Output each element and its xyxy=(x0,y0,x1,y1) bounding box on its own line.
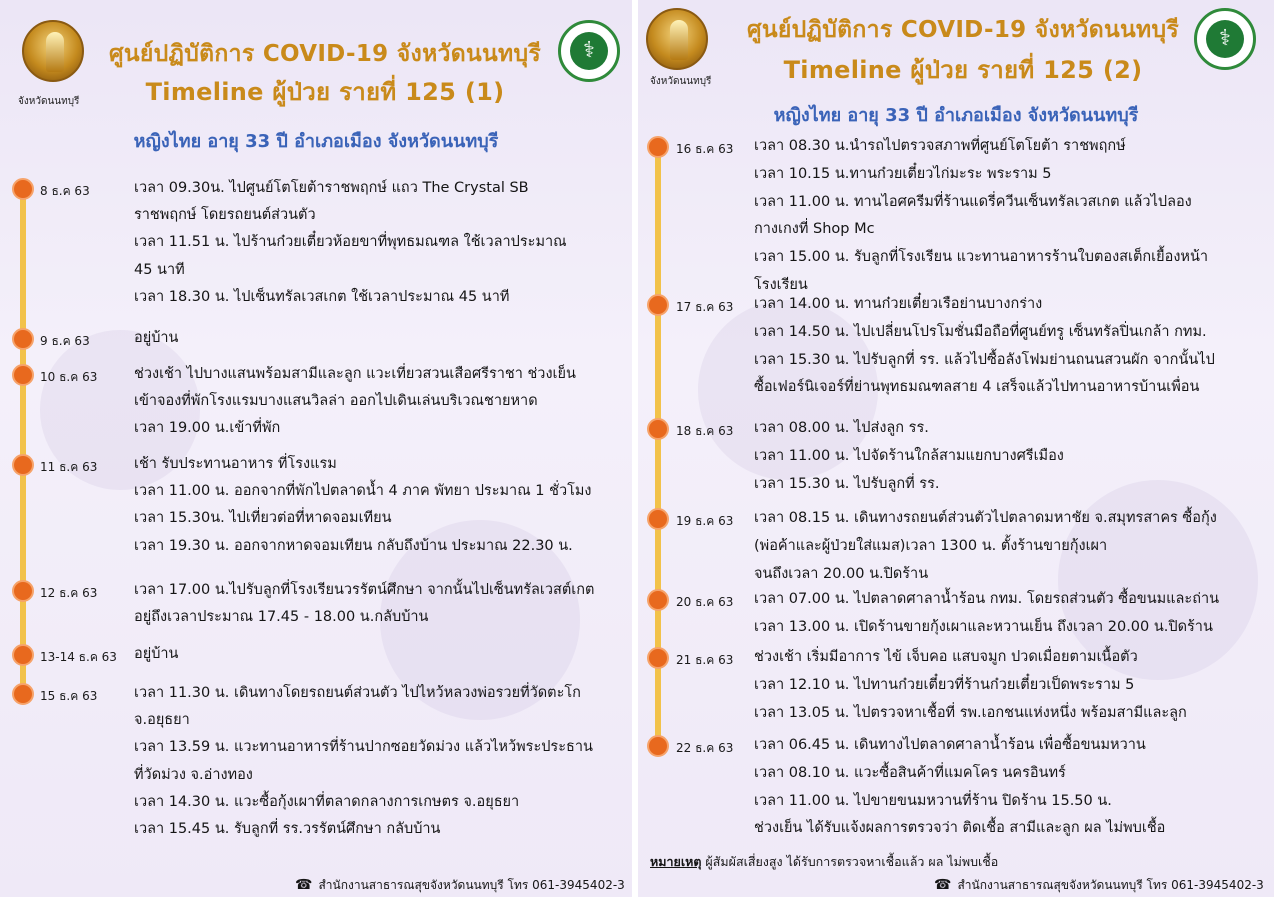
timeline-event-line: เวลา 15.30 น. ไปรับลูกที่ รร. แล้วไปซื้อลังโฟมย่านถนนสวนผัก จากนั้นไป xyxy=(754,351,1215,368)
timeline-dot xyxy=(647,735,669,757)
timeline-event-line: เวลา 14.50 น. ไปเปลี่ยนโปรโมชั่นมือถือที่ศูนย์ทรู เซ็นทรัลปิ่นเกล้า กทม. xyxy=(754,323,1207,340)
timeline-dot xyxy=(647,589,669,611)
phone-icon: ☎ xyxy=(295,877,313,893)
timeline-event-line: เวลา 13.59 น. แวะทานอาหารที่ร้านปากซอยวัดม่วง แล้วไหว้พระประธาน xyxy=(134,739,593,756)
remark-text: ผู้สัมผัสเสี่ยงสูง ได้รับการตรวจหาเชื้อแล้ว ผล ไม่พบเชื้อ xyxy=(701,854,999,869)
remark-note xyxy=(650,852,998,872)
timeline-dot xyxy=(12,364,34,386)
timeline-date: 12 ธ.ค 63 xyxy=(40,586,98,600)
timeline-date: 19 ธ.ค 63 xyxy=(676,514,734,528)
timeline-event-line: กางเกงที่ Shop Mc xyxy=(754,221,875,238)
footer-contact xyxy=(295,876,625,895)
ministry-of-public-health-logo-icon: ⚕ xyxy=(1194,8,1256,70)
timeline-event-line: เวลา 14.30 น. แวะซื้อกุ้งเผาที่ตลาดกลางการเกษตร จ.อยุธยา xyxy=(134,793,520,810)
timeline-event-line: เวลา 11.30 น. เดินทางโดยรถยนต์ส่วนตัว ไปไหว้หลวงพ่อรวยที่วัดตะโก xyxy=(134,685,581,701)
timeline-event-line: เวลา 19.30 น. ออกจากหาดจอมเทียน กลับถึงบ้าน ประมาณ 22.30 น. xyxy=(134,537,573,554)
timeline-date: 18 ธ.ค 63 xyxy=(676,424,734,438)
timeline-dot xyxy=(12,580,34,602)
timeline-date: 10 ธ.ค 63 xyxy=(40,370,98,384)
timeline-event-line: โรงเรียน xyxy=(754,277,808,293)
timeline-event-line: เวลา 06.45 น. เดินทางไปตลาดศาลาน้ำร้อน เพื่อซื้อขนมหวาน xyxy=(754,737,1146,753)
timeline-date: 16 ธ.ค 63 xyxy=(676,142,734,156)
timeline-event-line: เวลา 14.00 น. ทานก๋วยเตี๋ยวเรือย่านบางกร่าง xyxy=(754,296,1043,312)
timeline-event-line: เวลา 08.30 น.นำรถไปตรวจสภาพที่ศูนย์โตโยต้า ราชพฤกษ์ xyxy=(754,138,1126,154)
timeline-date: 8 ธ.ค 63 xyxy=(40,184,90,198)
ministry-of-public-health-logo-icon: ⚕ xyxy=(558,20,620,82)
timeline-event-line: (พ่อค้าและผู้ป่วยใส่แมส)เวลา 1300 น. ตั้งร้านขายกุ้งเผา xyxy=(754,537,1108,554)
timeline-event-line: เวลา 11.00 น. ไปขายขนมหวานที่ร้าน ปิดร้าน 15.50 น. xyxy=(754,792,1112,809)
timeline-dot xyxy=(12,454,34,476)
timeline-event-line: อยู่บ้าน xyxy=(134,330,179,346)
timeline-event-line: เวลา 15.30น. ไปเที่ยวต่อที่หาดจอมเทียน xyxy=(134,510,392,527)
timeline-event-line: จนถึงเวลา 20.00 น.ปิดร้าน xyxy=(754,565,929,582)
timeline-event-line: เวลา 15.00 น. รับลูกที่โรงเรียน แวะทานอาหารร้านใบตองสเต็กเยื้องหน้า xyxy=(754,249,1209,266)
timeline-event-line: ที่วัดม่วง จ.อ่างทอง xyxy=(134,766,253,783)
timeline-dot xyxy=(647,294,669,316)
phone-icon: ☎ xyxy=(934,877,952,893)
timeline-dot xyxy=(647,508,669,530)
timeline-bar xyxy=(20,183,26,693)
timeline-event-line: เวลา 18.30 น. ไปเซ็นทรัลเวสเกต ใช้เวลาประมาณ 45 นาที xyxy=(134,288,510,305)
province-label: จังหวัดนนทบุรี xyxy=(18,96,80,107)
page-title: ศูนย์ปฏิบัติการ COVID-19 จังหวัดนนทบุรี xyxy=(746,17,1180,43)
timeline-event-line: เวลา 13.00 น. เปิดร้านขายกุ้งเผาและหวานเย็น ถึงเวลา 20.00 น.ปิดร้าน xyxy=(754,618,1213,635)
timeline-date: 21 ธ.ค 63 xyxy=(676,653,734,667)
timeline-date: 15 ธ.ค 63 xyxy=(40,689,98,703)
timeline-event-line: 45 นาที xyxy=(134,261,185,278)
timeline-event-line: ราชพฤกษ์ โดยรถยนต์ส่วนตัว xyxy=(134,207,316,224)
timeline-event-line: เวลา 07.00 น. ไปตลาดศาลาน้ำร้อน กทม. โดยรถส่วนตัว ซื้อขนมและถ่าน xyxy=(754,591,1220,607)
timeline-event-line: เวลา 08.00 น. ไปส่งลูก รร. xyxy=(754,420,929,436)
timeline-event-line: เข้าจองที่พักโรงแรมบางแสนวิลล่า ออกไปเดินเล่นบริเวณชายหาด xyxy=(134,393,538,410)
timeline-dot xyxy=(647,647,669,669)
timeline-event-line: ซื้อเฟอร์นิเจอร์ที่ย่านพุทธมณฑลสาย 4 เสร็จแล้วไปทานอาหารบ้านเพื่อน xyxy=(754,379,1200,396)
timeline-event-line: จ.อยุธยา xyxy=(134,712,190,729)
timeline-event-line: เวลา 13.05 น. ไปตรวจหาเชื้อที่ รพ.เอกชนแห่งหนึ่ง พร้อมสามีและลูก xyxy=(754,704,1187,721)
timeline-date: 9 ธ.ค 63 xyxy=(40,334,90,348)
timeline-dot xyxy=(12,644,34,666)
footer-text: สำนักงานสาธารณสุขจังหวัดนนทบุรี โทร 061-3945402-3 xyxy=(318,878,625,892)
timeline-date: 20 ธ.ค 63 xyxy=(676,595,734,609)
timeline-event-line: เวลา 10.15 น.ทานก๋วยเตี๋ยวไก่มะระ พระราม 5 xyxy=(754,165,1052,182)
province-emblem-icon xyxy=(22,20,84,82)
timeline-dot xyxy=(12,328,34,350)
timeline-date: 17 ธ.ค 63 xyxy=(676,300,734,314)
timeline-dot xyxy=(647,418,669,440)
timeline-event-line: เวลา 15.30 น. ไปรับลูกที่ รร. xyxy=(754,475,940,492)
remark-label: หมายเหตุ xyxy=(650,854,702,869)
timeline-event-line: เวลา 11.51 น. ไปร้านก๋วยเตี๋ยวห้อยขาที่พุทธมณฑล ใช้เวลาประมาณ xyxy=(134,234,567,251)
timeline-event-line: เวลา 09.30น. ไปศูนย์โตโยต้าราชพฤกษ์ แถว The Crystal SB xyxy=(134,180,529,196)
page-title: ศูนย์ปฏิบัติการ COVID-19 จังหวัดนนทบุรี xyxy=(108,41,542,67)
timeline-dot xyxy=(12,683,34,705)
timeline-event-line: เวลา 12.10 น. ไปทานก๋วยเตี๋ยวที่ร้านก๋วยเตี๋ยวเป็ดพระราม 5 xyxy=(754,676,1135,693)
timeline-date: 13-14 ธ.ค 63 xyxy=(40,650,117,664)
timeline-panel-part-1 xyxy=(0,0,632,897)
footer-contact xyxy=(934,876,1264,895)
timeline-event-line: ช่วงเช้า ไปบางแสนพร้อมสามีและลูก แวะเที่ยวสวนเสือศรีราชา ช่วงเย็น xyxy=(134,366,576,382)
timeline-event-line: เวลา 11.00 น. ออกจากที่พักไปตลาดน้ำ 4 ภาค พัทยา ประมาณ 1 ชั่วโมง xyxy=(134,483,592,500)
patient-subtitle: หญิงไทย อายุ 33 ปี อำเภอเมือง จังหวัดนนทบุรี xyxy=(773,105,1139,126)
timeline-dot xyxy=(12,178,34,200)
patient-subtitle: หญิงไทย อายุ 33 ปี อำเภอเมือง จังหวัดนนทบุรี xyxy=(133,131,499,152)
timeline-event-line: อยู่ถึงเวลาประมาณ 17.45 - 18.00 น.กลับบ้าน xyxy=(134,609,429,626)
timeline-event-line: เวลา 11.00 น. ไปจัดร้านใกล้สามแยกบางศรีเมือง xyxy=(754,447,1064,464)
timeline-event-line: เวลา 08.15 น. เดินทางรถยนต์ส่วนตัวไปตลาดมหาชัย จ.สมุทรสาคร ซื้อกุ้ง xyxy=(754,510,1217,526)
timeline-panel-part-2 xyxy=(638,0,1274,897)
page-title-timeline: Timeline ผู้ป่วย รายที่ 125 (2) xyxy=(783,56,1143,84)
timeline-event-line: อยู่บ้าน xyxy=(134,646,179,662)
timeline-date: 22 ธ.ค 63 xyxy=(676,741,734,755)
province-label: จังหวัดนนทบุรี xyxy=(650,76,712,87)
page-title-timeline: Timeline ผู้ป่วย รายที่ 125 (1) xyxy=(145,78,505,106)
footer-text: สำนักงานสาธารณสุขจังหวัดนนทบุรี โทร 061-3945402-3 xyxy=(957,878,1264,892)
province-emblem-icon xyxy=(646,8,708,70)
timeline-date: 11 ธ.ค 63 xyxy=(40,460,98,474)
timeline-event-line: เวลา 19.00 น.เข้าที่พัก xyxy=(134,420,281,437)
timeline-event-line: ช่วงเย็น ได้รับแจ้งผลการตรวจว่า ติดเชื้อ สามีและลูก ผล ไม่พบเชื้อ xyxy=(754,820,1166,837)
timeline-event-line: ช่วงเช้า เริ่มมีอาการ ไข้ เจ็บคอ แสบจมูก ปวดเมื่อยตามเนื้อตัว xyxy=(754,649,1138,665)
timeline-event-line: เวลา 08.10 น. แวะซื้อสินค้าที่แมคโคร นครอินทร์ xyxy=(754,764,1066,781)
timeline-event-line: เวลา 17.00 น.ไปรับลูกที่โรงเรียนวรรัตน์ศึกษา จากนั้นไปเซ็นทรัลเวสต์เกต xyxy=(134,582,595,598)
timeline-event-line: เวลา 15.45 น. รับลูกที่ รร.วรรัตน์ศึกษา กลับบ้าน xyxy=(134,821,441,837)
timeline-event-line: เช้า รับประทานอาหาร ที่โรงแรม xyxy=(134,456,337,472)
timeline-event-line: เวลา 11.00 น. ทานไอศครีมที่ร้านแดรี่ควีนเซ็นทรัลเวสเกต แล้วไปลอง xyxy=(754,193,1192,210)
timeline-dot xyxy=(647,136,669,158)
